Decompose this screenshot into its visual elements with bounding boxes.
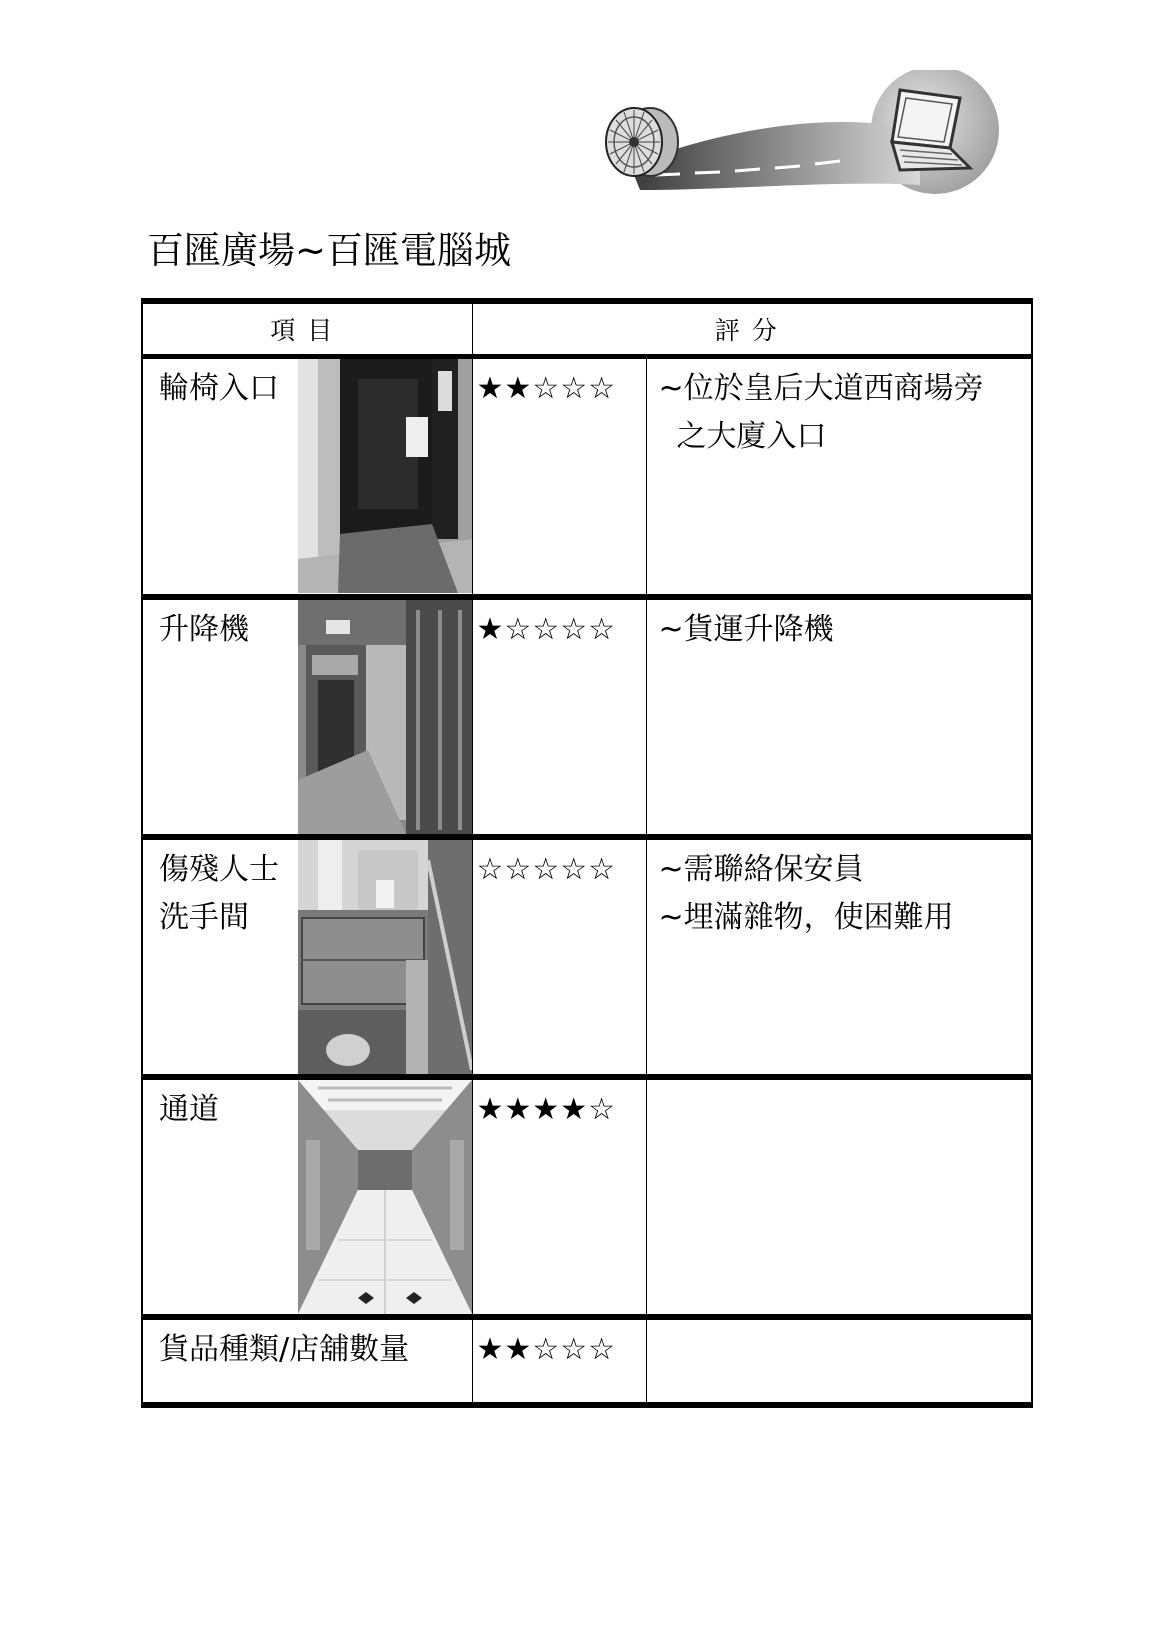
description-line: ~位於皇后大道西商場旁	[658, 371, 984, 406]
page-title: 百匯廣場~百匯電腦城	[147, 229, 512, 272]
description-line: 之大廈入口	[676, 419, 827, 454]
corridor-photo	[298, 1077, 472, 1317]
rating-stars-cell	[472, 1077, 646, 1317]
item-name-cell	[142, 837, 298, 1077]
item-name: 洗手間	[159, 899, 249, 935]
rating-stars-cell	[472, 357, 646, 597]
table-row	[142, 1077, 1032, 1317]
rating-stars-cell	[472, 1317, 646, 1405]
table-row	[142, 597, 1032, 837]
rating-stars-cell	[472, 597, 646, 837]
description-line: ~貨運升降機	[658, 611, 834, 647]
header-score: 評分	[472, 301, 1032, 357]
description-cell	[646, 837, 1032, 1077]
lift-photo	[298, 597, 472, 837]
table-header-row	[142, 301, 1032, 357]
item-name-cell	[142, 1077, 298, 1317]
toilet-photo	[298, 837, 472, 1077]
item-name-cell	[142, 357, 298, 597]
description-cell	[646, 357, 1032, 597]
rating-stars: ☆☆☆☆☆	[476, 851, 616, 887]
item-name-cell	[142, 1317, 472, 1405]
item-name: 傷殘人士	[159, 851, 279, 887]
description-cell	[646, 1077, 1032, 1317]
wheel-icon	[606, 108, 678, 176]
item-name-cell	[142, 597, 298, 837]
table-row	[142, 357, 1032, 597]
rating-stars: ★★☆☆☆	[476, 1331, 616, 1367]
item-name: 輪椅入口	[159, 371, 279, 406]
header-item: 項目	[142, 301, 472, 357]
description-cell	[646, 1317, 1032, 1405]
description-cell	[646, 597, 1032, 837]
rating-stars: ★☆☆☆☆	[476, 611, 616, 647]
rating-stars: ★★☆☆☆	[476, 371, 616, 406]
description-line: ~埋滿雜物，使困難用	[658, 899, 954, 935]
rating-table	[141, 298, 1033, 1408]
entrance-photo	[298, 357, 472, 597]
rating-stars-cell	[472, 837, 646, 1077]
wheel-road-laptop-logo	[600, 70, 1010, 220]
rating-stars: ★★★★☆	[476, 1091, 616, 1127]
description-line: ~需聯絡保安員	[658, 851, 864, 887]
table-row	[142, 1317, 1032, 1405]
item-name: 升降機	[159, 611, 249, 647]
item-name: 貨品種類/店舖數量	[159, 1331, 410, 1367]
item-name: 通道	[159, 1091, 219, 1127]
table-row	[142, 837, 1032, 1077]
